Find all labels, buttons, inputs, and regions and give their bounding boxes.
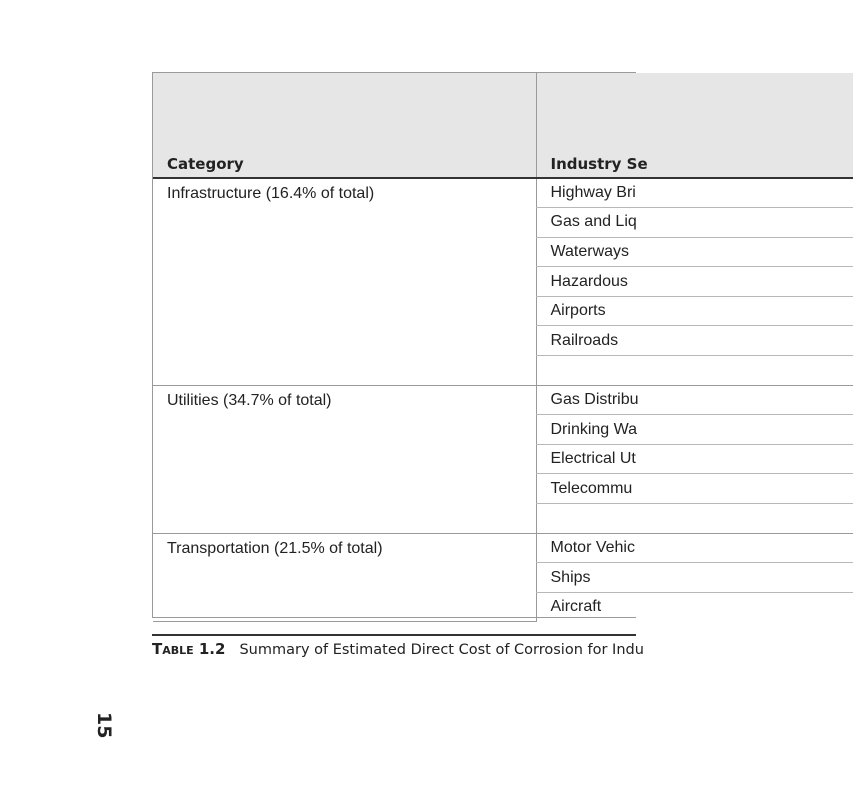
header-row xyxy=(153,73,853,178)
sector-cell: Airports xyxy=(536,296,853,326)
header-category: Category xyxy=(153,73,536,178)
corrosion-cost-table xyxy=(152,72,648,618)
sector-cell xyxy=(536,356,853,386)
sector-cell: Highway Bri xyxy=(536,178,853,208)
table xyxy=(153,73,853,622)
sector-cell: Railroads xyxy=(536,326,853,356)
sector-cell xyxy=(536,504,853,534)
page-number: 15 xyxy=(93,712,115,739)
sector-cell: Gas Distribu xyxy=(536,385,853,415)
category-cell-infrastructure: Infrastructure (16.4% of total) xyxy=(153,178,536,385)
sector-cell: Motor Vehic xyxy=(536,533,853,563)
table-row xyxy=(153,385,853,415)
sector-cell: Waterways xyxy=(536,237,853,267)
table-body xyxy=(153,178,853,622)
table-row xyxy=(153,533,853,563)
category-cell-transportation: Transportation (21.5% of total) xyxy=(153,533,536,622)
table-caption xyxy=(152,634,644,661)
category-cell-utilities: Utilities (34.7% of total) xyxy=(153,385,536,533)
sector-cell: Telecommu xyxy=(536,474,853,504)
header-industry-sector: Industry Se xyxy=(536,73,853,178)
sector-cell: Electrical Ut xyxy=(536,444,853,474)
sector-cell: Drinking Wa xyxy=(536,415,853,445)
sector-cell: Hazardous xyxy=(536,267,853,297)
caption-label: Table 1.2 xyxy=(152,640,226,658)
sector-cell: Gas and Liq xyxy=(536,208,853,238)
table-header xyxy=(153,73,853,178)
table-row xyxy=(153,178,853,208)
caption-text: Summary of Estimated Direct Cost of Corrosion for Indu xyxy=(239,642,644,658)
sector-cell: Ships xyxy=(536,563,853,593)
sector-cell: Aircraft xyxy=(536,592,853,622)
